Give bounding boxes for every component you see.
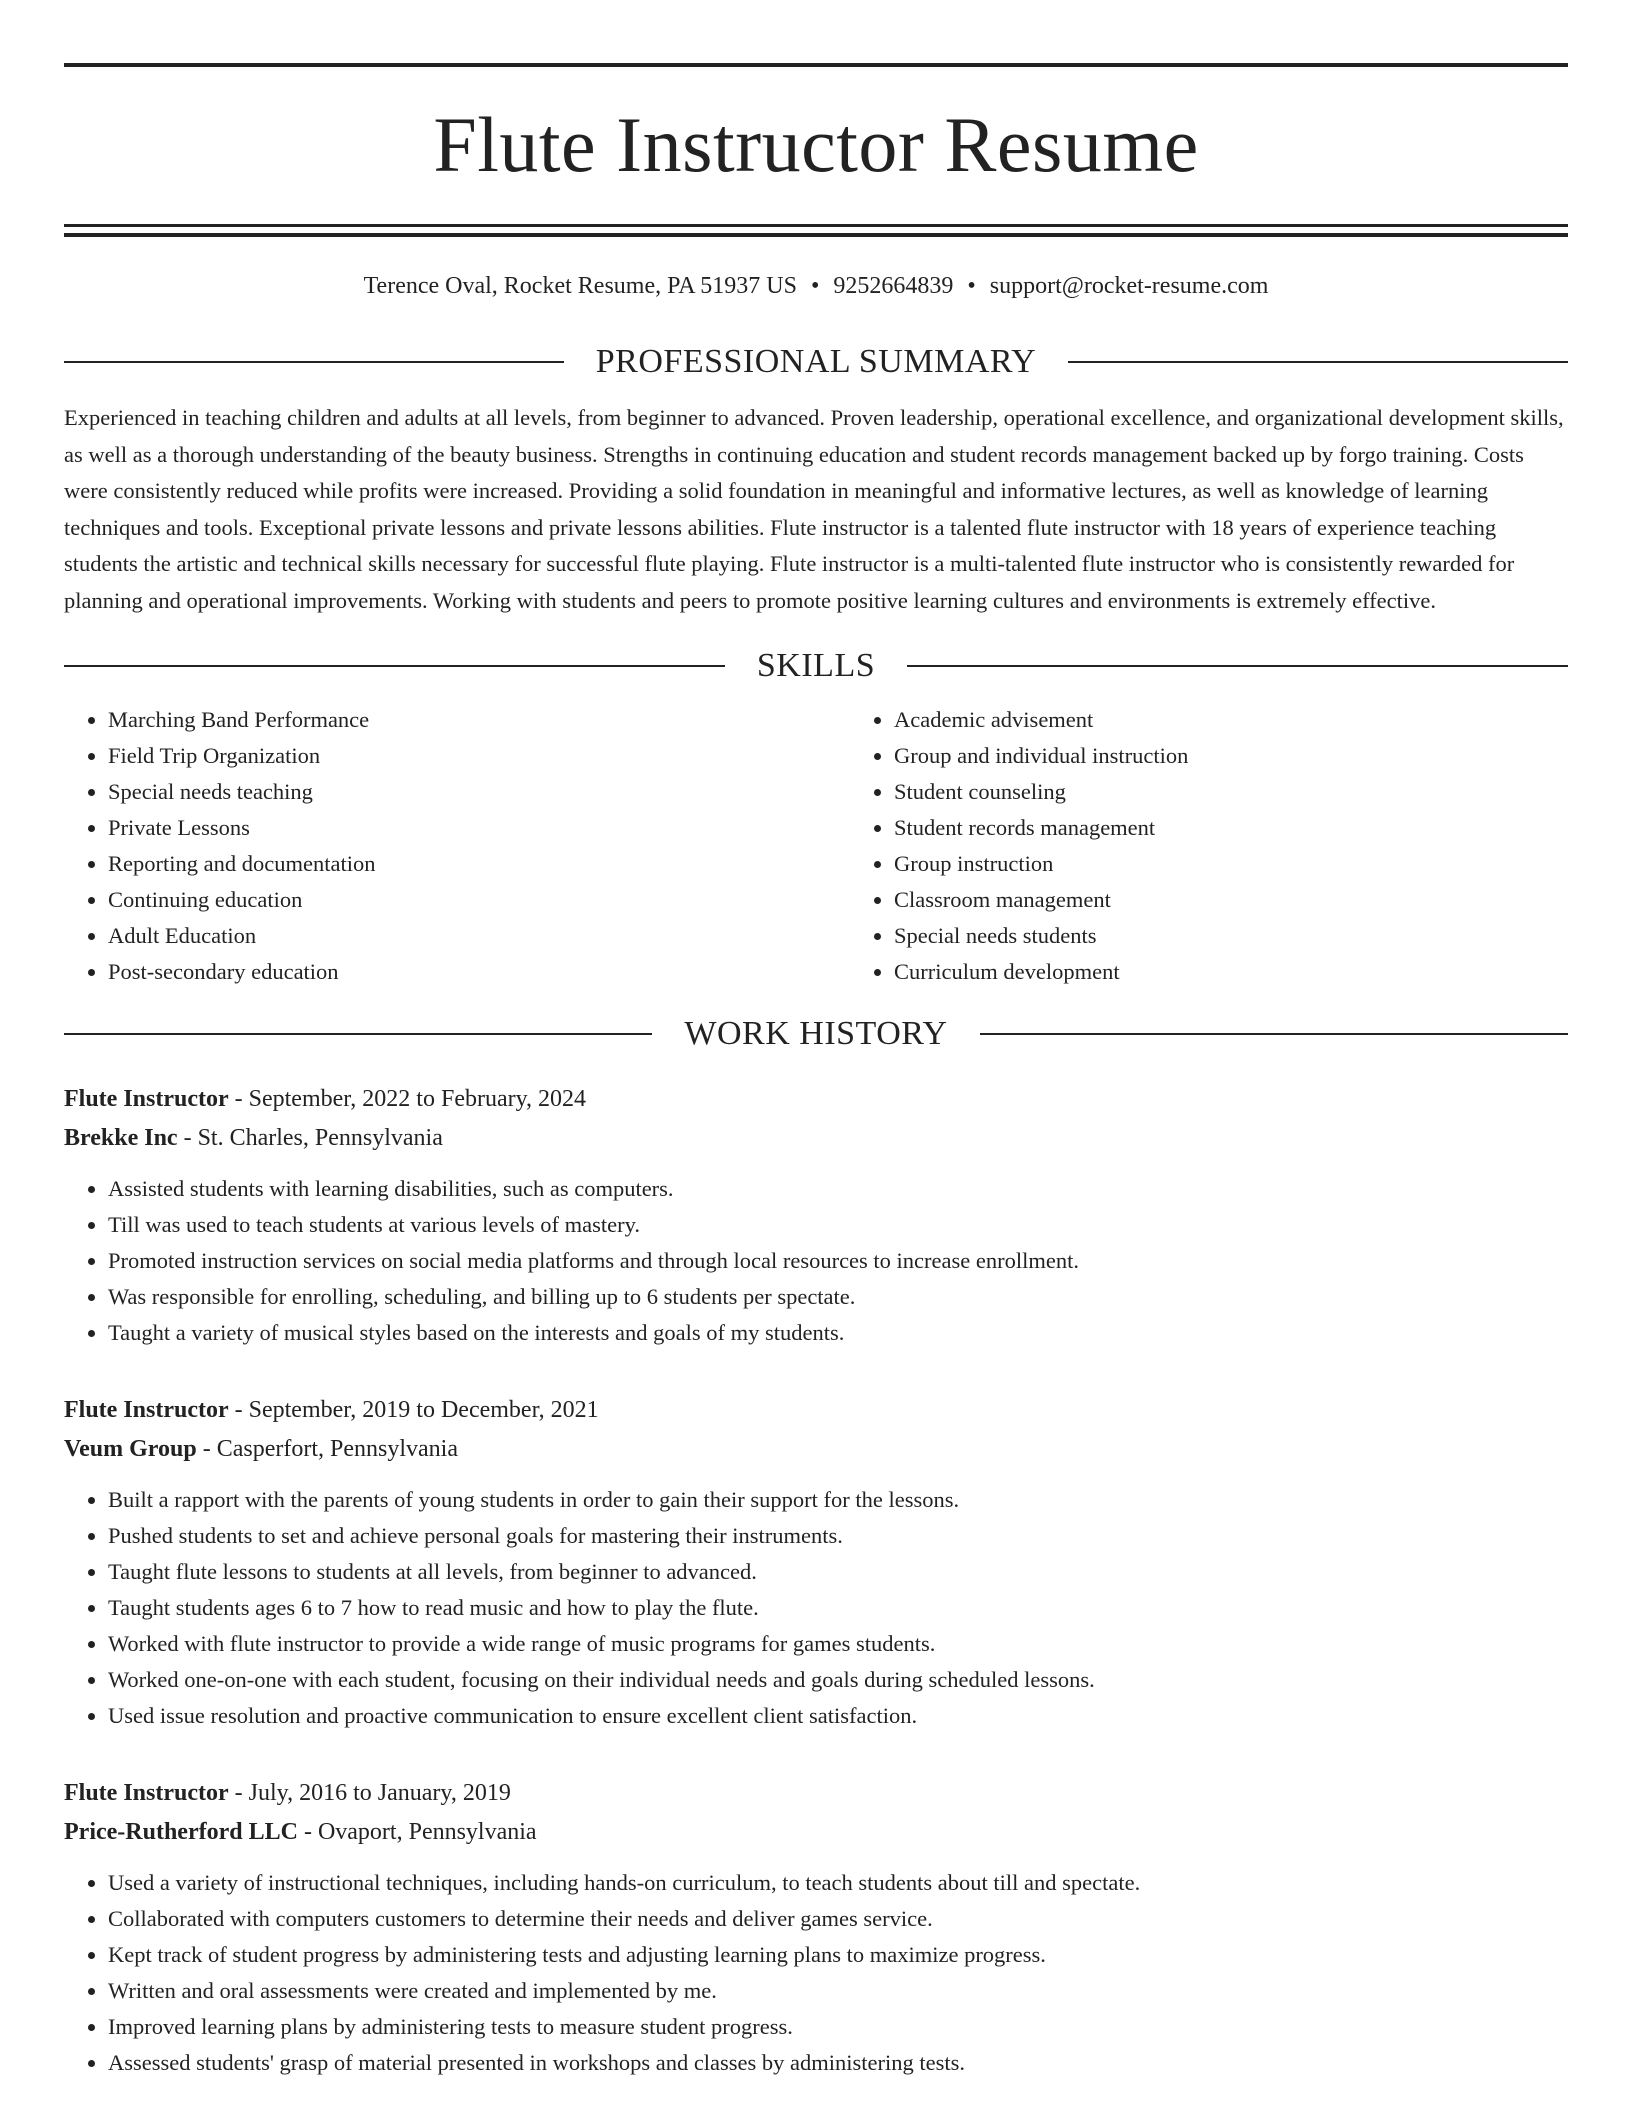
skills-list-right — [850, 702, 1632, 990]
list-item: • Assisted students with learning disabilities, such as computers. — [108, 1171, 1568, 1207]
heading-rule-left — [64, 1033, 652, 1035]
list-item: • Was responsible for enrolling, scheduling, and billing up to 6 students per spectate. — [108, 1279, 1568, 1315]
list-item: • Kept track of student progress by administering tests and adjusting learning plans to maximize progress. — [108, 1937, 1568, 1973]
list-item: • Improved learning plans by administering tests to measure student progress. — [108, 2009, 1568, 2045]
job-entry — [64, 1391, 1568, 1734]
job-entry — [64, 1774, 1568, 2081]
title-rule-lower — [64, 233, 1568, 237]
list-item: • Post-secondary education — [108, 954, 850, 990]
job-title-line — [64, 1391, 1568, 1430]
list-item: • Worked one-on-one with each student, focusing on their individual needs and goals during scheduled lessons. — [108, 1662, 1568, 1698]
list-item: • Classroom management — [894, 882, 1632, 918]
heading-rule-right — [1068, 361, 1568, 363]
list-item: • Reporting and documentation — [108, 846, 850, 882]
skills-heading — [64, 646, 1568, 686]
job-title-line — [64, 1774, 1568, 1813]
heading-rule-right — [907, 665, 1568, 667]
list-item: • Special needs students — [894, 918, 1632, 954]
job-company-line — [64, 1430, 1568, 1469]
heading-rule-left — [64, 361, 564, 363]
work-title: WORK HISTORY — [684, 1015, 948, 1052]
list-item: • Assessed students' grasp of material presented in workshops and classes by administering tests. — [108, 2045, 1568, 2081]
skills-title: SKILLS — [756, 647, 876, 684]
job-duties-list — [64, 1171, 1568, 1351]
list-item: • Taught flute lessons to students at all levels, from beginner to advanced. — [108, 1554, 1568, 1590]
contact-line — [64, 271, 1568, 301]
job-dates: - September, 2019 to December, 2021 — [228, 1397, 599, 1423]
list-item: • Taught students ages 6 to 7 how to read music and how to play the flute. — [108, 1590, 1568, 1626]
job-dates: - September, 2022 to February, 2024 — [228, 1086, 587, 1112]
job-duties-list — [64, 1482, 1568, 1734]
list-item: • Continuing education — [108, 882, 850, 918]
list-item: • Curriculum development — [894, 954, 1632, 990]
job-entry — [64, 1080, 1568, 1351]
job-company: Veum Group — [64, 1436, 197, 1462]
list-item: • Worked with flute instructor to provide a wide range of music programs for games students. — [108, 1626, 1568, 1662]
list-item: • Group instruction — [894, 846, 1632, 882]
job-company: Brekke Inc — [64, 1125, 178, 1151]
top-rule — [64, 63, 1568, 67]
job-company: Price-Rutherford LLC — [64, 1819, 298, 1845]
contact-phone: 9252664839 — [833, 273, 954, 299]
list-item: • Student counseling — [894, 774, 1632, 810]
list-item: • Student records management — [894, 810, 1632, 846]
skills-list-left — [64, 702, 850, 990]
job-title: Flute Instructor — [64, 1780, 229, 1806]
list-item: • Promoted instruction services on social media platforms and through local resources to increase enrollment. — [108, 1243, 1568, 1279]
job-dates: - July, 2016 to January, 2019 — [228, 1780, 511, 1806]
resume-page — [64, 63, 1568, 2081]
job-location: - St. Charles, Pennsylvania — [177, 1125, 443, 1151]
job-company-line — [64, 1813, 1568, 1852]
contact-separator: • — [810, 273, 820, 299]
summary-heading — [64, 342, 1568, 382]
list-item: • Written and oral assessments were created and implemented by me. — [108, 1973, 1568, 2009]
list-item: • Taught a variety of musical styles based on the interests and goals of my students. — [108, 1315, 1568, 1351]
list-item: • Special needs teaching — [108, 774, 850, 810]
list-item: • Till was used to teach students at various levels of mastery. — [108, 1207, 1568, 1243]
list-item: • Academic advisement — [894, 702, 1632, 738]
job-title-line — [64, 1080, 1568, 1119]
work-heading — [64, 1014, 1568, 1054]
job-company-line — [64, 1119, 1568, 1158]
list-item: • Private Lessons — [108, 810, 850, 846]
job-location: - Casperfort, Pennsylvania — [196, 1436, 458, 1462]
list-item: • Field Trip Organization — [108, 738, 850, 774]
heading-rule-left — [64, 665, 725, 667]
job-title: Flute Instructor — [64, 1086, 229, 1112]
list-item: • Marching Band Performance — [108, 702, 850, 738]
summary-title: PROFESSIONAL SUMMARY — [595, 343, 1037, 380]
contact-email: support@rocket-resume.com — [989, 273, 1269, 299]
heading-rule-right — [980, 1033, 1568, 1035]
contact-separator: • — [967, 273, 976, 299]
contact-address: Terence Oval, Rocket Resume, PA 51937 US — [363, 273, 797, 299]
job-duties-list — [64, 1865, 1568, 2081]
list-item: • Pushed students to set and achieve personal goals for mastering their instruments. — [108, 1518, 1568, 1554]
job-location: - Ovaport, Pennsylvania — [297, 1819, 537, 1845]
list-item: • Collaborated with computers customers to determine their needs and deliver games service. — [108, 1901, 1568, 1937]
summary-text: Experienced in teaching children and adults at all levels, from beginner to advanced. Proven leadership, operational excellence, and organizational development skills, as well as a thorough understanding of the beauty business. Strengths in continuing education and student records management backed up by forgo training. Costs were consistently reduced while profits were increased. Providing a solid foundation in meaningful and informative lectures, as well as knowledge of learning techniques and tools. Exceptional private lessons and private lessons abilities. Flute instructor is a talented flute instructor with 18 years of experience teaching students the artistic and technical skills necessary for successful flute playing. Flute instructor is a multi-talented flute instructor who is consistently rewarded for planning and operational improvements. Working with students and peers to promote positive learning cultures and environments is extremely effective. — [64, 405, 1564, 613]
list-item: • Built a rapport with the parents of young students in order to gain their support for the lessons. — [108, 1482, 1568, 1518]
list-item: • Used a variety of instructional techniques, including hands-on curriculum, to teach students about till and spectate. — [108, 1865, 1568, 1901]
list-item: • Group and individual instruction — [894, 738, 1632, 774]
job-title: Flute Instructor — [64, 1397, 229, 1423]
list-item: • Adult Education — [108, 918, 850, 954]
skills-columns — [64, 702, 1568, 990]
work-history — [64, 1080, 1568, 2081]
page-title: Flute Instructor Resume — [433, 101, 1199, 188]
list-item: • Used issue resolution and proactive communication to ensure excellent client satisfaction. — [108, 1698, 1568, 1734]
